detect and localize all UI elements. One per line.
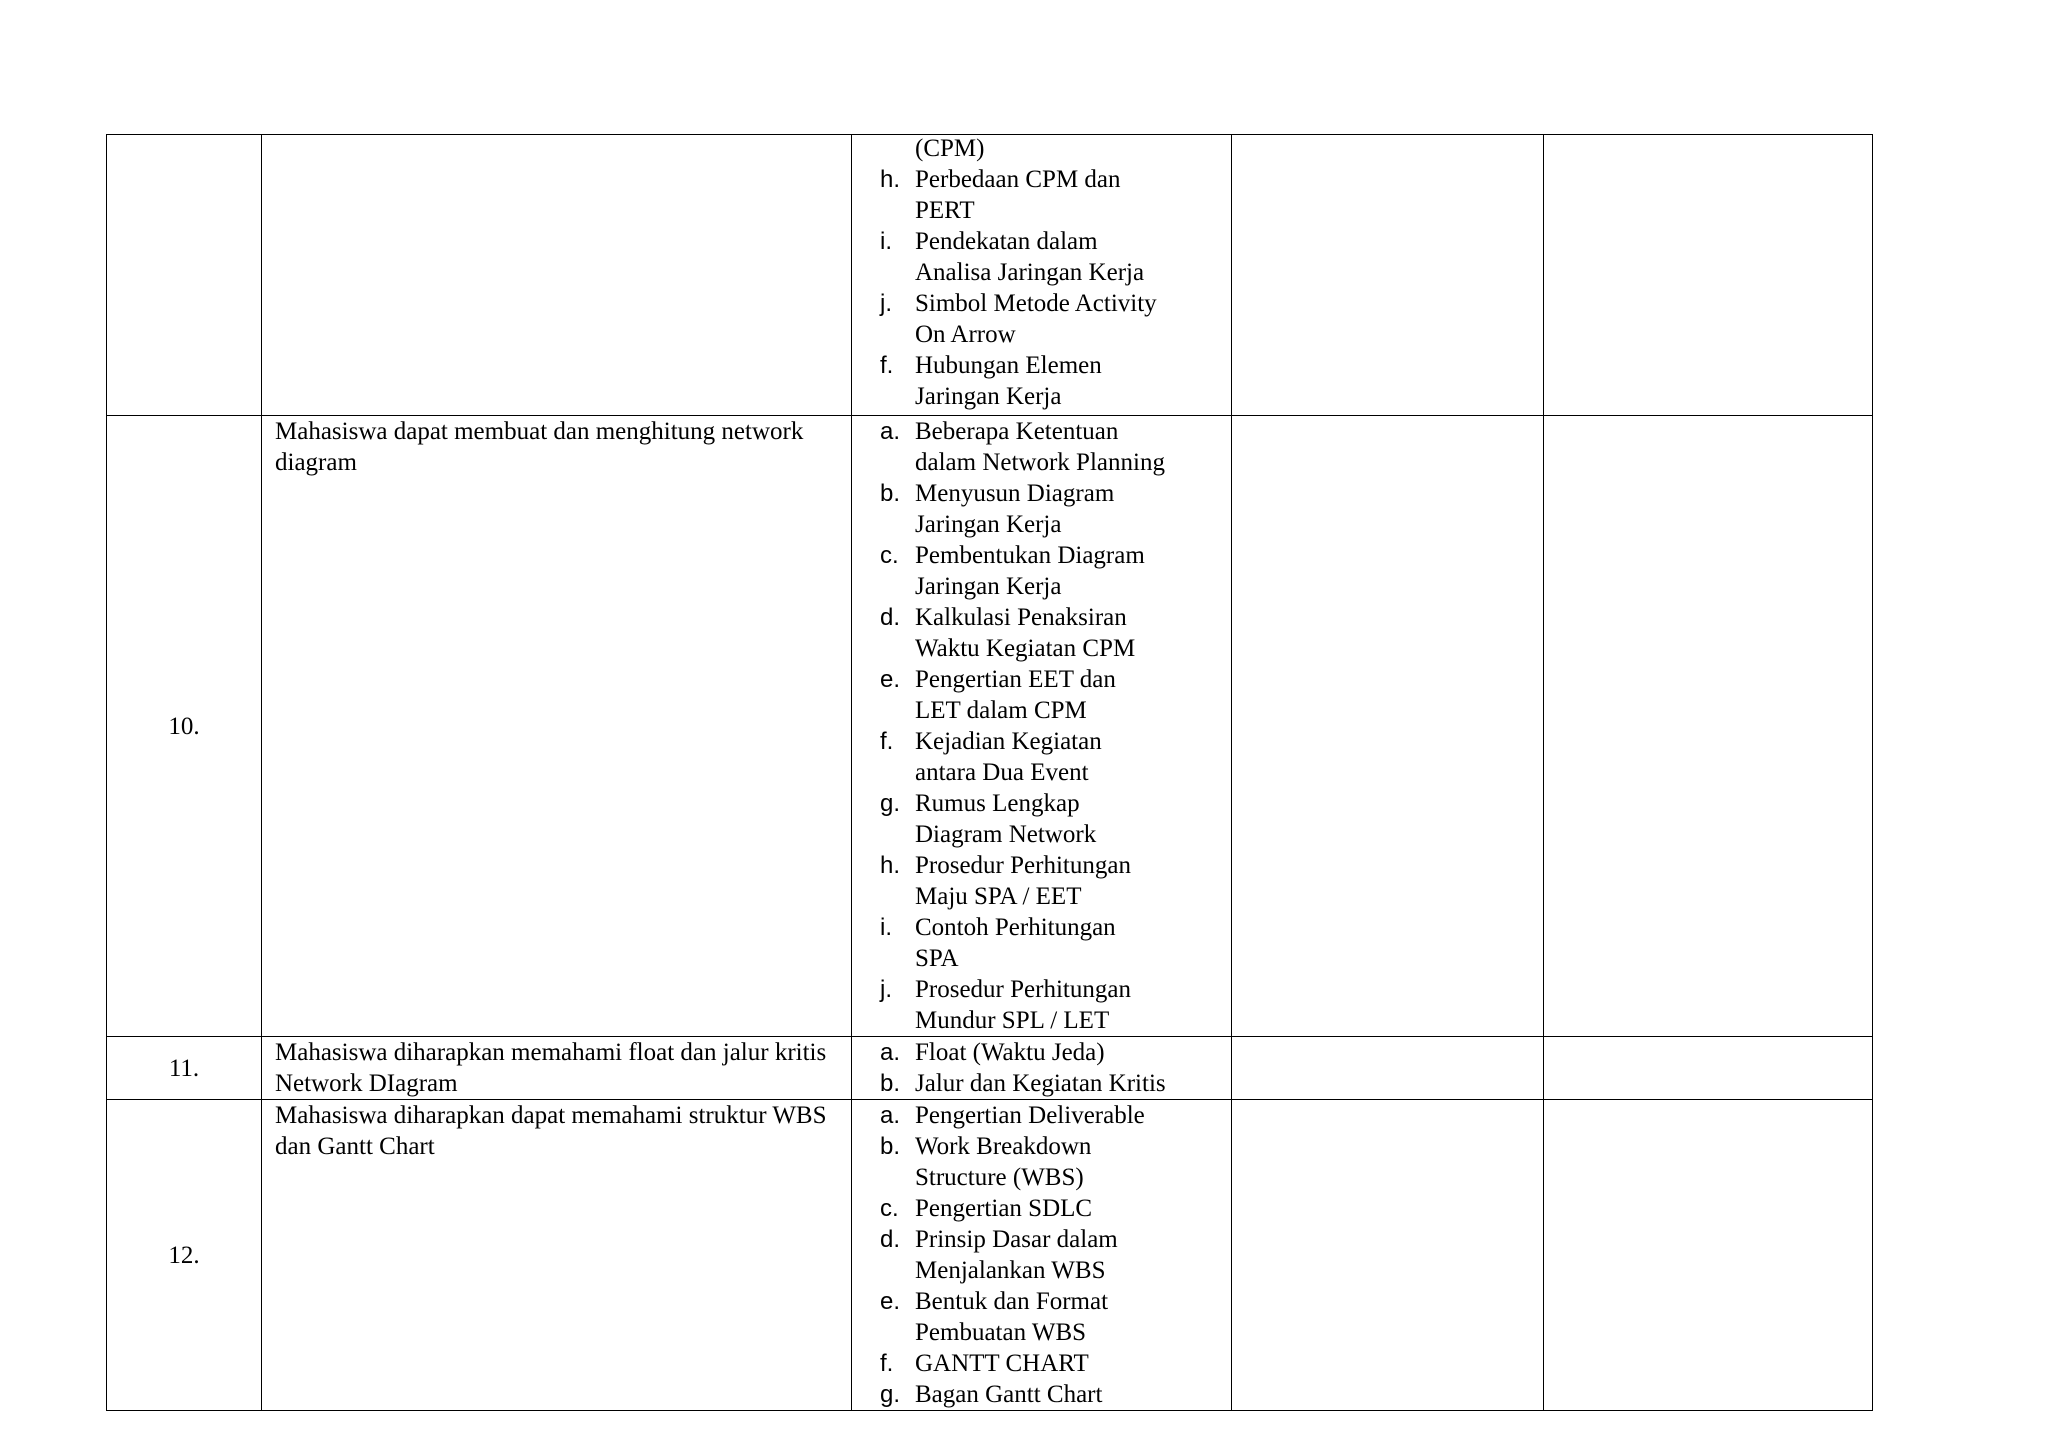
topic-item-label: e.: [880, 1288, 901, 1315]
meeting-number-cell: 11.: [107, 1037, 262, 1100]
empty-cell: [1232, 1100, 1544, 1411]
table-row: [107, 1037, 1873, 1100]
topic-item: [880, 726, 1231, 788]
topic-item: [880, 664, 1231, 726]
topic-item-text: Kalkulasi Penaksiran Waktu Kegiatan CPM: [915, 604, 1136, 662]
topic-item-label: j.: [880, 976, 892, 1003]
topic-item-label: e.: [880, 666, 901, 693]
topic-item-text: Prosedur Perhitungan Mundur SPL / LET: [915, 976, 1131, 1034]
meeting-number-cell: 12.: [107, 1100, 262, 1411]
empty-cell: [1232, 416, 1544, 1037]
table-row: [107, 1100, 1873, 1411]
topic-item-text: Rumus Lengkap Diagram Network: [915, 790, 1097, 848]
table-row: [107, 416, 1873, 1037]
topics-cell: [852, 1037, 1232, 1100]
topic-item: [880, 1379, 1231, 1410]
topic-item-label: a.: [880, 1102, 901, 1129]
topic-item: [880, 478, 1231, 540]
topics-cell: [852, 1100, 1232, 1411]
topic-item-label: b.: [880, 480, 901, 507]
empty-cell: [1544, 416, 1873, 1037]
topic-item-label: i.: [880, 914, 892, 941]
topic-item-text: Hubungan Elemen Jaringan Kerja: [915, 352, 1102, 410]
topic-item-text: Work Breakdown Structure (WBS): [915, 1133, 1092, 1191]
topic-item-label: b.: [880, 1070, 901, 1097]
topic-item-text: Prinsip Dasar dalam Menjalankan WBS: [915, 1226, 1118, 1284]
topic-list: [880, 1100, 1231, 1410]
topic-item: [880, 602, 1231, 664]
learning-objective-cell: Mahasiswa diharapkan memahami float dan jalur kritis Network DIagram: [262, 1037, 852, 1100]
topics-cell: [852, 416, 1232, 1037]
topic-item-label: f.: [880, 1350, 894, 1377]
topic-item-text: GANTT CHART: [915, 1350, 1089, 1377]
topic-item-text: Contoh Perhitungan SPA: [915, 914, 1116, 972]
empty-cell: [1232, 135, 1544, 416]
topic-item-text: Beberapa Ketentuan dalam Network Planning: [915, 418, 1165, 476]
topic-item: [880, 1100, 1231, 1131]
topic-item-text: Float (Waktu Jeda): [915, 1039, 1105, 1066]
topic-item-text: Bagan Gantt Chart: [915, 1381, 1103, 1408]
topic-item-text: Jalur dan Kegiatan Kritis: [915, 1070, 1166, 1097]
topic-item-label: g.: [880, 1381, 901, 1408]
topic-item-label: h.: [880, 852, 901, 879]
topic-item-label: d.: [880, 604, 901, 631]
topic-item-label: g.: [880, 790, 901, 817]
topic-item: [880, 226, 1231, 288]
topic-item: [880, 164, 1231, 226]
continued-topic-text: (CPM): [915, 135, 985, 162]
syllabus-table: [106, 134, 1873, 1411]
topic-item-label: b.: [880, 1133, 901, 1160]
topic-item: [880, 288, 1231, 350]
topic-item-text: Perbedaan CPM dan PERT: [915, 166, 1121, 224]
meeting-number-cell: 10.: [107, 416, 262, 1037]
topic-item: [880, 1131, 1231, 1193]
topic-item: [880, 416, 1231, 478]
topic-item: [880, 1286, 1231, 1348]
topic-item-text: Prosedur Perhitungan Maju SPA / EET: [915, 852, 1131, 910]
topic-item: [880, 1037, 1231, 1068]
topic-list: [880, 1037, 1231, 1099]
topic-item: [880, 1193, 1231, 1224]
topic-item-label: c.: [880, 1195, 899, 1222]
empty-cell: [1232, 1037, 1544, 1100]
topic-item: [880, 1068, 1231, 1099]
topic-item: [880, 850, 1231, 912]
topic-item-label: i.: [880, 228, 892, 255]
topic-item: [880, 974, 1231, 1036]
topic-item-text: Pengertian EET dan LET dalam CPM: [915, 666, 1116, 724]
topic-item-text: Pengertian SDLC: [915, 1195, 1093, 1222]
topic-item-label: a.: [880, 1039, 901, 1066]
topic-item-label: f.: [880, 352, 894, 379]
learning-objective-cell: Mahasiswa diharapkan dapat memahami struktur WBS dan Gantt Chart: [262, 1100, 852, 1411]
topic-item: [880, 540, 1231, 602]
empty-cell: [1544, 135, 1873, 416]
topic-list: [880, 416, 1231, 1036]
topic-list: [880, 164, 1231, 412]
topic-item-text: Simbol Metode Activity On Arrow: [915, 290, 1157, 348]
topic-item-label: f.: [880, 728, 894, 755]
topic-item: [880, 1224, 1231, 1286]
topic-item-label: h.: [880, 166, 901, 193]
topic-item-text: Bentuk dan Format Pembuatan WBS: [915, 1288, 1109, 1346]
topic-item-label: d.: [880, 1226, 901, 1253]
topic-item-label: a.: [880, 418, 901, 445]
learning-objective-cell: [262, 135, 852, 416]
empty-cell: [1544, 1037, 1873, 1100]
empty-cell: [1544, 1100, 1873, 1411]
topic-item-text: Pengertian Deliverable: [915, 1102, 1145, 1129]
topic-item-label: j.: [880, 290, 892, 317]
topic-item: [880, 350, 1231, 412]
table-row: [107, 135, 1873, 416]
topic-item-text: Menyusun Diagram Jaringan Kerja: [915, 480, 1115, 538]
topic-item-text: Pembentukan Diagram Jaringan Kerja: [915, 542, 1145, 600]
topic-item: [880, 1348, 1231, 1379]
topic-item: [880, 912, 1231, 974]
meeting-number-cell: [107, 135, 262, 416]
topic-item-text: Pendekatan dalam Analisa Jaringan Kerja: [915, 228, 1145, 286]
topic-item: [880, 788, 1231, 850]
topics-cell: [852, 135, 1232, 416]
topic-item-text: Kejadian Kegiatan antara Dua Event: [915, 728, 1102, 786]
topic-item-label: c.: [880, 542, 899, 569]
learning-objective-cell: Mahasiswa dapat membuat dan menghitung network diagram: [262, 416, 852, 1037]
